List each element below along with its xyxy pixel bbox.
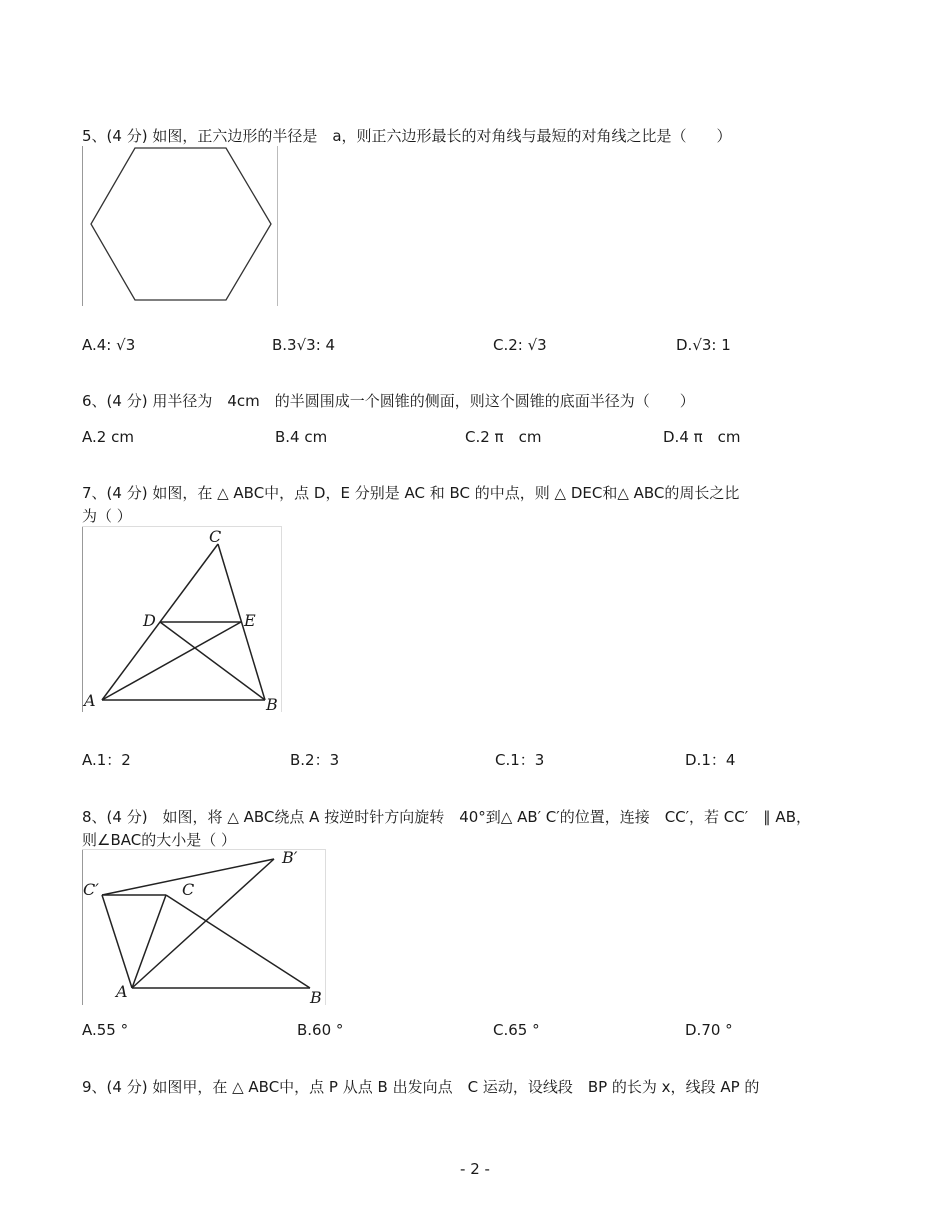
label-c: C: [182, 880, 195, 899]
triangle-midpoint-figure: [82, 526, 282, 712]
q6-option-c[interactable]: C.2 π cm: [465, 428, 542, 446]
q5-option-d[interactable]: D.√3: 1: [676, 336, 731, 354]
q6-option-a[interactable]: A.2 cm: [82, 428, 134, 446]
q8-option-d[interactable]: D.70 °: [685, 1021, 733, 1039]
q8-option-a[interactable]: A.55 °: [82, 1021, 129, 1039]
q7-option-a[interactable]: A.1：2: [82, 751, 131, 769]
label-e: E: [244, 611, 256, 630]
rotation-figure: [82, 849, 326, 1005]
segment-ab-prime: [132, 859, 274, 988]
q5-stem: 5、(4 分) 如图，正六边形的半径是 a，则正六边形最长的对角线与最短的对角线之比是（ ）: [82, 127, 732, 145]
label-b: B: [310, 988, 322, 1005]
q6-option-d[interactable]: D.4 π cm: [663, 428, 741, 446]
q7-option-b[interactable]: B.2：3: [290, 751, 340, 769]
hexagon-figure: [82, 146, 278, 306]
label-a: A: [84, 691, 96, 710]
label-c-prime: C′: [83, 880, 99, 899]
q8-option-c[interactable]: C.65 °: [493, 1021, 540, 1039]
segment-ac: [132, 895, 166, 988]
q7-stem-line1: 7、(4 分) 如图，在 △ ABC中，点 D，E 分别是 AC 和 BC 的中点，则 △ DEC和△ ABC的周长之比: [82, 484, 740, 502]
q7-option-d[interactable]: D.1：4: [685, 751, 736, 769]
label-d: D: [143, 611, 156, 630]
segment-bd: [160, 622, 265, 700]
q5-option-a[interactable]: A.4: √3: [82, 336, 136, 354]
q8-stem-line1: 8、(4 分) 如图，将 △ ABC绕点 A 按逆时针方向旋转 40°到△ AB′ C′的位置，连接 CC′，若 CC′ ∥ AB，: [82, 808, 811, 826]
q8-option-b[interactable]: B.60 °: [297, 1021, 344, 1039]
q7-option-c[interactable]: C.1：3: [495, 751, 545, 769]
label-c: C: [209, 527, 222, 546]
q6-option-b[interactable]: B.4 cm: [275, 428, 328, 446]
q9-stem: 9、(4 分) 如图甲，在 △ ABC中，点 P 从点 B 出发向点 C 运动，设线段 BP 的长为 x，线段 AP 的: [82, 1078, 760, 1096]
hexagon-shape: [91, 148, 271, 300]
label-a: A: [116, 982, 128, 1001]
label-b: B: [266, 695, 278, 712]
q6-stem: 6、(4 分) 用半径为 4cm 的半圆围成一个圆锥的侧面，则这个圆锥的底面半径为（ ）: [82, 392, 695, 410]
segment-ae: [102, 622, 241, 700]
q8-stem-line2: 则∠BAC的大小是（ ）: [82, 831, 236, 849]
q7-stem-line2: 为（ ）: [82, 507, 132, 525]
segment-bc: [166, 895, 310, 988]
q5-option-c[interactable]: C.2: √3: [493, 336, 547, 354]
segment-ac-prime: [102, 895, 132, 988]
page-number: - 2 -: [460, 1160, 490, 1178]
label-b-prime: B′: [282, 849, 298, 867]
q5-option-b[interactable]: B.3√3: 4: [272, 336, 336, 354]
